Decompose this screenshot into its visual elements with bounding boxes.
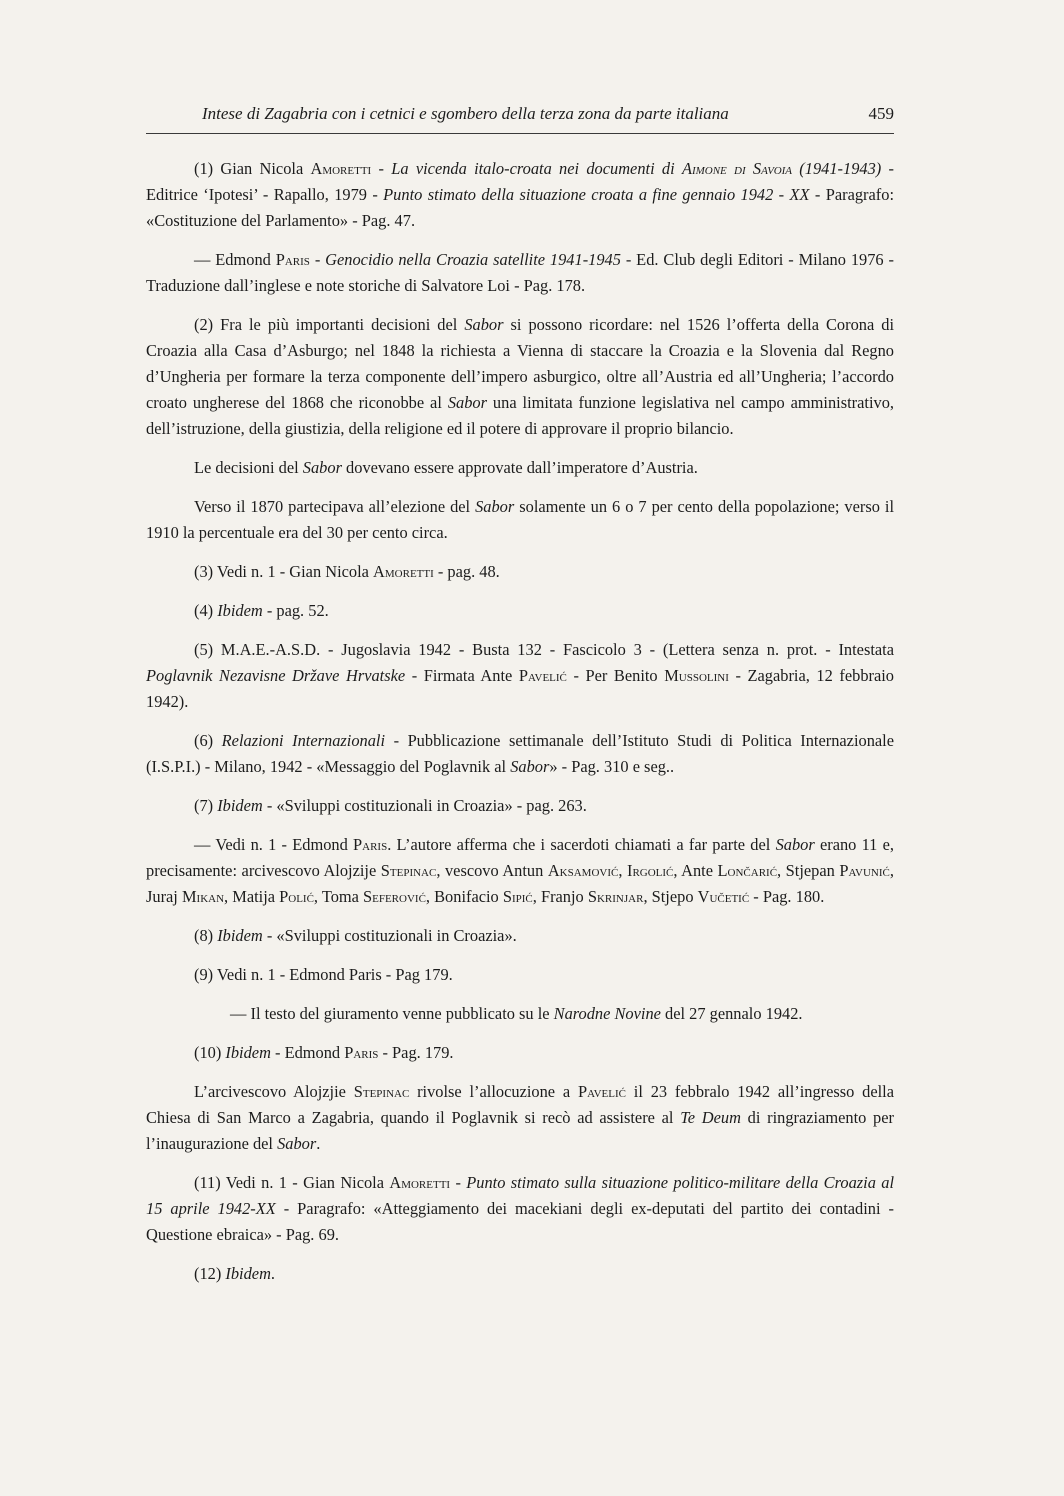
note-text-segment: Paris <box>344 1043 379 1062</box>
note-text-segment: Pavunić <box>839 861 890 880</box>
note-text-segment: (8) <box>194 926 218 945</box>
note-text-segment: Mikan <box>181 887 225 906</box>
note-text-segment: . <box>270 1264 276 1283</box>
footnote-7 <box>146 793 894 819</box>
note-text-segment: (4) <box>194 601 218 620</box>
footnote-10-stepinac <box>146 1079 894 1157</box>
note-text-segment: , <box>618 861 627 880</box>
note-text-segment: - Pag. 180. <box>749 887 825 906</box>
note-text-segment: , Stjepan <box>777 861 840 880</box>
footnote-9-giuramento <box>146 1001 894 1027</box>
note-text-segment: . <box>316 1134 321 1153</box>
note-text-segment: Relazioni Internazionali <box>221 731 386 750</box>
footnote-4 <box>146 598 894 624</box>
note-text-segment: Vučetić <box>697 887 750 906</box>
note-text-segment: Amoretti <box>310 159 372 178</box>
note-text-segment: - Ed. Club degli Editori - Milano 1976 - Traduzione dall’inglese e note storiche di Salvatore Loi - Pag. 178. <box>146 250 894 295</box>
note-text-segment: dovevano essere approvate dall’imperatore d’Austria. <box>341 458 698 477</box>
note-text-segment: Sabor <box>475 497 515 516</box>
footnote-2-elezione <box>146 494 894 546</box>
note-text-segment: Te Deum <box>680 1108 741 1127</box>
footnote-1 <box>146 156 894 234</box>
note-text-segment: Seferović <box>363 887 426 906</box>
note-text-segment: rivolse l’allocuzione a <box>409 1082 578 1101</box>
note-text-segment: . L’autore afferma che i sacerdoti chiamati a far parte del <box>387 835 776 854</box>
note-text-segment: Genocidio nella Croazia satellite 1941-1945 <box>325 250 621 269</box>
footnote-10 <box>146 1040 894 1066</box>
note-text-segment: Sipić <box>502 887 533 906</box>
footnote-1-paris <box>146 247 894 299</box>
note-text-segment: , vescovo Antun <box>436 861 548 880</box>
note-text-segment: (12) <box>194 1264 226 1283</box>
note-text-segment: Stepinac <box>353 1082 410 1101</box>
note-text-segment: del 27 gennalo 1942. <box>660 1004 803 1023</box>
note-text-segment: il 23 febbralo 1942 all’ingresso della Chiesa di San Marco a Zagabria, quando il Poglavnik si recò ad assistere al <box>146 1082 894 1127</box>
note-text-segment: Pavelić <box>518 666 567 685</box>
note-text-segment: Aksamović <box>547 861 619 880</box>
note-text-segment: La vicenda italo-croata nei documenti di <box>391 159 682 178</box>
note-text-segment: (11) Vedi n. 1 - Gian Nicola <box>194 1173 390 1192</box>
note-text-segment: Sabor <box>277 1134 317 1153</box>
note-text-segment: - Editrice ‘Ipotesi’ - Rapallo, 1979 - <box>146 159 894 204</box>
note-text-segment: » - Pag. 310 e seg.. <box>549 757 675 776</box>
note-text-segment: Amoretti <box>373 562 434 581</box>
note-text-segment: - Edmond <box>270 1043 345 1062</box>
note-text-segment: (5) M.A.E.-A.S.D. - Jugoslavia 1942 - Busta 132 - Fascicolo 3 - (Lettera senza n. prot. - Intestata <box>194 640 894 659</box>
note-text-segment: - «Sviluppi costituzionali in Croazia» - pag. 263. <box>262 796 587 815</box>
note-text-segment: Poglavnik Nezavisne Države Hrvatske <box>146 666 406 685</box>
note-text-segment: , Bonifacio <box>425 887 503 906</box>
note-text-segment: Ibidem <box>225 1043 271 1062</box>
note-text-segment: , Juraj <box>146 861 894 906</box>
note-text-segment: Stepinac <box>380 861 437 880</box>
note-text-segment: una limitata funzione legislativa nel campo amministrativo, dell’istruzione, della giustizia, della religione ed il potere di approvare il proprio bilancio. <box>146 393 894 438</box>
note-text-segment: Polić <box>279 887 314 906</box>
note-text-segment: - Per Benito <box>566 666 665 685</box>
note-text-segment: , Matija <box>224 887 280 906</box>
note-text-segment: (1941-1943) <box>792 159 882 178</box>
note-text-segment: — Il testo del giuramento venne pubblicato su le <box>230 1004 554 1023</box>
note-text-segment: Ibidem <box>217 796 263 815</box>
note-text-segment: L’arcivescovo Alojzjie <box>194 1082 354 1101</box>
note-text-segment: erano 11 e, precisamente: arcivescovo Alojzije <box>146 835 894 880</box>
note-text-segment: Irgolić <box>626 861 674 880</box>
note-text-segment: (7) <box>194 796 218 815</box>
footnote-6 <box>146 728 894 780</box>
running-header <box>146 104 894 134</box>
note-text-segment: Punto stimato della situazione croata a fine gennaio 1942 - XX <box>383 185 810 204</box>
footnote-2 <box>146 312 894 442</box>
note-text-segment: - Pubblicazione settimanale dell’Istituto Studi di Politica Internazionale (I.S.P.I.) - Milano, 1942 - «Messaggio del Poglavnik al <box>146 731 894 776</box>
note-text-segment: - Paragrafo: «Atteggiamento dei macekiani degli ex-deputati del partito dei contadini - Questione ebraica» - Pag. 69. <box>146 1199 894 1244</box>
note-text-segment: (9) Vedi n. 1 - Edmond Paris - Pag 179. <box>194 965 453 984</box>
footnote-12 <box>146 1261 894 1287</box>
note-text-segment: (6) <box>194 731 222 750</box>
note-text-segment: (1) Gian Nicola <box>194 159 311 178</box>
note-text-segment: Ibidem <box>217 601 263 620</box>
note-text-segment: — Edmond <box>194 250 276 269</box>
note-text-segment: Paris <box>353 835 388 854</box>
page-number: 459 <box>868 104 894 123</box>
footnote-8 <box>146 923 894 949</box>
note-text-segment: Le decisioni del <box>194 458 303 477</box>
note-text-segment: , Franjo <box>532 887 588 906</box>
footnote-7-paris <box>146 832 894 910</box>
footnote-2-decisioni <box>146 455 894 481</box>
note-text-segment: di ringraziamento per l’inaugurazione del <box>146 1108 894 1153</box>
note-text-segment: , Toma <box>313 887 364 906</box>
footnote-5 <box>146 637 894 715</box>
note-text-segment: - pag. 48. <box>433 562 500 581</box>
footnote-9 <box>146 962 894 988</box>
note-text-segment: , Stjepo <box>643 887 698 906</box>
note-text-segment: Sabor <box>464 315 504 334</box>
note-text-segment: Amoretti <box>389 1173 451 1192</box>
note-text-segment: - pag. 52. <box>262 601 329 620</box>
note-text-segment: Verso il 1870 partecipava all’elezione del <box>194 497 476 516</box>
note-text-segment: - Paragrafo: «Costituzione del Parlamento» - Pag. 47. <box>146 185 894 230</box>
note-text-segment: - <box>371 159 392 178</box>
footnote-11 <box>146 1170 894 1248</box>
note-text-segment: (3) Vedi n. 1 - Gian Nicola <box>194 562 374 581</box>
note-text-segment: — Vedi n. 1 - Edmond <box>194 835 354 854</box>
note-text-segment: Skrinjar <box>587 887 644 906</box>
note-text-segment: (10) <box>194 1043 226 1062</box>
note-text-segment: - <box>450 1173 467 1192</box>
note-text-segment: Sabor <box>447 393 487 412</box>
note-text-segment: - <box>309 250 326 269</box>
note-text-segment: solamente un 6 o 7 per cento della popolazione; verso il 1910 la percentuale era del 30 per cento circa. <box>146 497 895 542</box>
footnote-3 <box>146 559 894 585</box>
note-text-segment: Lončarić <box>717 861 778 880</box>
note-text-segment: Punto stimato sulla situazione politico-militare della Croazia al 15 aprile 1942-XX <box>146 1173 894 1218</box>
note-text-segment: Pavelić <box>577 1082 626 1101</box>
footnotes-block <box>146 156 894 1300</box>
running-title: Intese di Zagabria con i cetnici e sgombero della terza zona da parte italiana <box>202 104 729 123</box>
note-text-segment: Narodne Novine <box>553 1004 661 1023</box>
note-text-segment: (2) Fra le più importanti decisioni del <box>194 315 465 334</box>
note-text-segment: Mussolini <box>664 666 729 685</box>
note-text-segment: , Ante <box>673 861 718 880</box>
note-text-segment: Sabor <box>510 757 550 776</box>
note-text-segment: Ibidem <box>225 1264 271 1283</box>
note-text-segment: Ibidem <box>217 926 263 945</box>
note-text-segment: - «Sviluppi costituzionali in Croazia». <box>262 926 517 945</box>
note-text-segment: - Zagabria, 12 febbraio 1942). <box>146 666 895 711</box>
note-text-segment: - Firmata Ante <box>405 666 519 685</box>
note-text-segment: Sabor <box>302 458 342 477</box>
note-text-segment: Sabor <box>775 835 815 854</box>
note-text-segment: Paris <box>275 250 310 269</box>
note-text-segment: Aimone di Savoia <box>681 159 793 178</box>
note-text-segment: - Pag. 179. <box>378 1043 454 1062</box>
note-text-segment: si possono ricordare: nel 1526 l’offerta della Corona di Croazia alla Casa d’Asburgo; nel 1848 la richiesta a Vienna di staccare la Croazia e la Slovenia dal Regno d’Ungheria per formare la terza componente dell’impero asburgico, oltre all’Austria ed all’Ungheria; l’accordo croato ungherese del 1868 che riconobbe al <box>146 315 895 412</box>
